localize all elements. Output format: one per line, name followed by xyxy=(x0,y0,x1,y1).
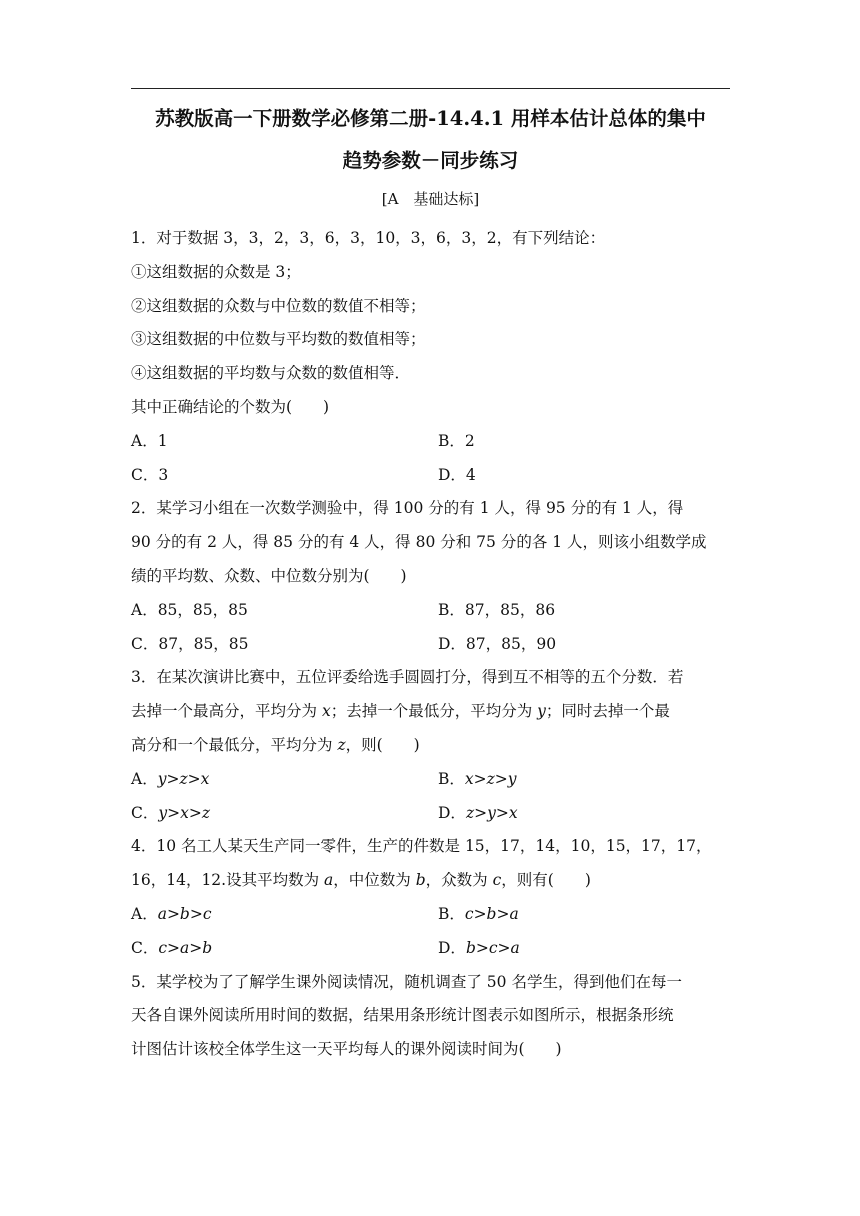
q4-line-1: 4．10 名工人某天生产同一零件，生产的件数是 15，17，14，10，15，17，17， xyxy=(131,837,712,856)
q5-line-3: 计图估计该校全体学生这一天平均每人的课外阅读时间为( ) xyxy=(131,1040,562,1059)
q2-option-a: A．85，85，85 xyxy=(131,600,248,619)
q1-statement-1: ①这组数据的众数是 3； xyxy=(131,262,301,281)
q1-option-d: D．4 xyxy=(438,465,476,484)
q4-option-b-label: B． xyxy=(438,904,465,923)
q4-var-b: b xyxy=(415,871,426,890)
q1-statement-2: ②这组数据的众数与中位数的数值不相等； xyxy=(131,296,426,315)
title-line-1: 苏教版高一下册数学必修第二册-14.4.1 用样本估计总体的集中 xyxy=(155,107,706,130)
q3-line-3-text-a: 高分和一个最低分，平均分为 xyxy=(131,735,338,754)
q2-line-2: 90 分的有 2 人，得 85 分的有 4 人，得 80 分和 75 分的各 1 人，则该小组数学成 xyxy=(131,533,707,552)
q5-line-1: 5．某学校为了了解学生课外阅读情况，随机调查了 50 名学生，得到他们在每一 xyxy=(131,972,682,991)
q3-var-x: x xyxy=(321,702,331,721)
q3-option-b-label: B． xyxy=(438,769,465,788)
q4-option-c xyxy=(131,932,438,966)
q2-line-1: 2．某学习小组在一次数学测验中，得 100 分的有 1 人，得 95 分的有 1 人，得 xyxy=(131,499,684,518)
q3-line-3-text-b: ，则( ) xyxy=(345,735,420,754)
q2-option-b: B．87，85，86 xyxy=(438,600,556,619)
q2-options-row-2 xyxy=(131,628,730,662)
q3-option-c xyxy=(131,797,438,831)
q4-option-c-label: C． xyxy=(131,938,159,957)
q4-line-2 xyxy=(131,864,730,898)
q4-option-b xyxy=(438,898,730,932)
q4-line-2-text-c: ，众数为 xyxy=(425,871,493,890)
q3-line-2 xyxy=(131,695,730,729)
q4-line-2-text-b: ，中位数为 xyxy=(333,871,416,890)
q1-options-row-1 xyxy=(131,425,730,459)
q3-option-b-text: x>z>y xyxy=(464,769,517,788)
page-title xyxy=(131,98,730,182)
q4-var-c: c xyxy=(492,871,502,890)
q3-option-c-text: y>x>z xyxy=(158,803,211,822)
q3-option-c-label: C． xyxy=(131,803,159,822)
q3-var-y: y xyxy=(537,702,546,721)
q3-line-2-text-a: 去掉一个最高分，平均分为 xyxy=(131,702,322,721)
header-rule xyxy=(131,88,730,89)
q2-options-row-1 xyxy=(131,594,730,628)
q3-option-d-label: D． xyxy=(438,803,466,822)
q4-option-c-text: c>a>b xyxy=(158,938,213,957)
q4-option-d xyxy=(438,932,730,966)
q1-stem: 1．对于数据 3，3，2，3，6，3，10，3，6，3，2，有下列结论： xyxy=(131,229,606,247)
q4-option-d-label: D． xyxy=(438,938,466,957)
q3-var-z: z xyxy=(337,735,346,754)
q1-option-a: A．1 xyxy=(131,431,168,450)
q3-line-3 xyxy=(131,729,730,763)
q1-option-b: B．2 xyxy=(438,431,475,450)
q3-option-a-text: y>z>x xyxy=(157,769,210,788)
q2-option-d: D．87，85，90 xyxy=(438,634,557,653)
q1-option-c: C．3 xyxy=(131,465,169,484)
q1-statement-4: ④这组数据的平均数与众数的数值相等． xyxy=(131,364,411,383)
q4-option-d-text: b>c>a xyxy=(465,938,520,957)
q4-option-a-text: a>b>c xyxy=(157,904,212,923)
exercise-content xyxy=(131,222,730,1067)
q4-options-row-1 xyxy=(131,898,730,932)
q1-statement-3: ③这组数据的中位数与平均数的数值相等； xyxy=(131,330,426,349)
q2-option-c: C．87，85，85 xyxy=(131,634,249,653)
q3-options-row-2 xyxy=(131,797,730,831)
q4-line-2-text-a: 16，14，12.设其平均数为 xyxy=(131,871,325,890)
q1-ask: 其中正确结论的个数为( ) xyxy=(131,397,330,416)
q5-line-2: 天各自课外阅读所用时间的数据，结果用条形统计图表示如图所示，根据条形统 xyxy=(131,1006,674,1025)
q3-line-2-text-b: ；去掉一个最低分，平均分为 xyxy=(330,702,538,721)
q3-option-b xyxy=(438,763,730,797)
q4-options-row-2 xyxy=(131,932,730,966)
section-heading: [A 基础达标] xyxy=(381,190,480,208)
q4-line-2-text-d: ，则有( ) xyxy=(501,871,591,890)
q4-var-a: a xyxy=(324,871,334,890)
q1-options-row-2 xyxy=(131,459,730,493)
q3-option-a-label: A． xyxy=(131,769,158,788)
q4-option-a-label: A． xyxy=(131,904,158,923)
q4-option-a xyxy=(131,898,438,932)
q3-option-d xyxy=(438,797,730,831)
title-line-2: 趋势参数－同步练习 xyxy=(342,149,519,172)
q3-options-row-1 xyxy=(131,763,730,797)
q4-option-b-text: c>b>a xyxy=(464,904,519,923)
q3-line-2-text-c: ；同时去掉一个最 xyxy=(545,702,670,721)
q3-option-a xyxy=(131,763,438,797)
q3-option-d-text: z>y>x xyxy=(465,803,518,822)
q3-line-1: 3．在某次演讲比赛中，五位评委给选手圆圆打分，得到互不相等的五个分数．若 xyxy=(131,668,684,687)
q2-line-3: 绩的平均数、众数、中位数分别为( ) xyxy=(131,566,407,585)
